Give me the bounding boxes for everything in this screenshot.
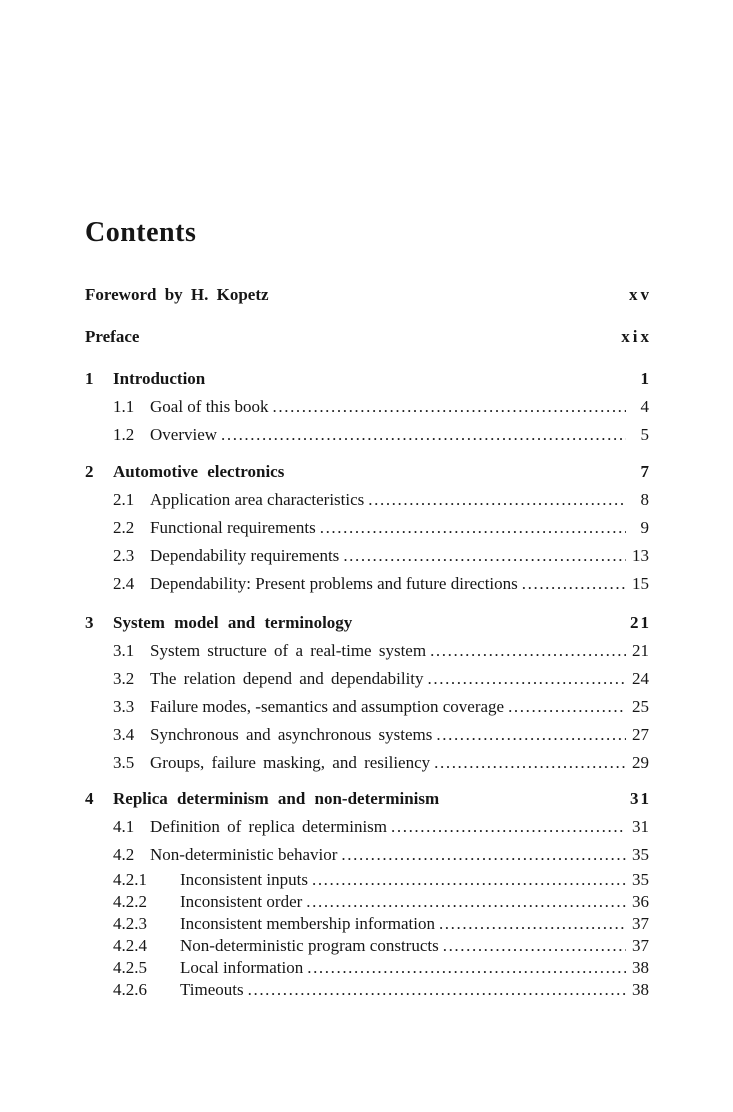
page-number: 35 (632, 870, 649, 889)
section-title: Non-deterministic program constructs (180, 936, 439, 955)
section-number: 3.4 (113, 725, 135, 744)
section-title: Application area characteristics (150, 490, 365, 509)
page-number: 13 (632, 546, 649, 565)
section-title: Dependability requirements (150, 546, 340, 565)
page-number: 29 (632, 753, 649, 772)
toc-section-row-2-4 (113, 570, 649, 598)
toc-section-row-1-1 (113, 393, 649, 421)
section-title: Timeouts (180, 980, 244, 999)
toc-front-row-preface (85, 323, 652, 351)
page-number: 1 (640, 369, 651, 388)
toc-section-row-3-1 (113, 637, 649, 665)
section-title: Inconsistent membership information (180, 914, 435, 933)
toc-section-row-3-3 (113, 693, 649, 721)
page-number: 15 (632, 574, 649, 593)
toc-front-row-foreword (85, 281, 652, 309)
dot-leader (273, 393, 626, 421)
dot-leader (306, 891, 626, 913)
toc-chapter-heading-4 (85, 785, 649, 813)
front-matter-label: Foreword by H. Kopetz (85, 285, 269, 304)
page-number: 7 (640, 462, 651, 481)
dot-leader (341, 841, 626, 869)
section-number: 4.2 (113, 845, 135, 864)
section-number: 4.2.4 (113, 936, 147, 955)
dot-leader (443, 935, 626, 957)
section-number: 2.1 (113, 490, 135, 509)
section-number: 4.2.3 (113, 914, 147, 933)
page-number: 35 (632, 845, 649, 864)
dot-leader (368, 486, 626, 514)
chapter-number: 3 (85, 613, 94, 632)
section-number: 3.5 (113, 753, 135, 772)
section-number: 4.1 (113, 817, 135, 836)
section-number: 4.2.2 (113, 892, 147, 911)
page-number: 4 (640, 397, 649, 416)
dot-leader (391, 813, 626, 841)
dot-leader (428, 665, 626, 693)
chapter-title: Introduction (113, 369, 206, 388)
page-number: 31 (630, 789, 651, 808)
dot-leader (508, 693, 626, 721)
section-title: Groups, failure masking, and resiliency (150, 753, 431, 772)
page-number: 8 (640, 490, 649, 509)
toc-subsection-row-4-2-2 (113, 891, 649, 913)
chapter-title: System model and terminology (113, 613, 353, 632)
chapter-number: 1 (85, 369, 94, 388)
chapter-number: 2 (85, 462, 94, 481)
toc-section-row-3-4 (113, 721, 649, 749)
page-number: 27 (632, 725, 649, 744)
toc-section-row-4-1 (113, 813, 649, 841)
section-title: Synchronous and asynchronous systems (150, 725, 433, 744)
toc-section-row-2-3 (113, 542, 649, 570)
page-number: 37 (632, 936, 649, 955)
toc-chapter-heading-3 (85, 609, 649, 637)
dot-leader (343, 542, 626, 570)
dot-leader (436, 721, 626, 749)
toc-subsection-row-4-2-4 (113, 935, 649, 957)
toc-section-row-2-2 (113, 514, 649, 542)
page-number: xv (629, 285, 652, 304)
section-title: Failure modes, -semantics and assumption coverage (150, 697, 505, 716)
section-number: 3.2 (113, 669, 135, 688)
page-number: xix (621, 327, 652, 346)
dot-leader (430, 637, 626, 665)
section-number: 2.3 (113, 546, 135, 565)
section-title: Inconsistent inputs (180, 870, 308, 889)
page-number: 25 (632, 697, 649, 716)
section-title: Local information (180, 958, 304, 977)
toc-section-row-2-1 (113, 486, 649, 514)
dot-leader (522, 570, 626, 598)
section-number: 3.1 (113, 641, 135, 660)
section-title: Inconsistent order (180, 892, 303, 911)
toc-subsection-row-4-2-6 (113, 979, 649, 1001)
section-number: 2.2 (113, 518, 135, 537)
section-number: 1.1 (113, 397, 135, 416)
section-title: Functional requirements (150, 518, 316, 537)
toc-section-row-3-2 (113, 665, 649, 693)
page-number: 21 (630, 613, 651, 632)
section-number: 4.2.5 (113, 958, 147, 977)
section-title: Goal of this book (150, 397, 269, 416)
page-number: 36 (632, 892, 649, 911)
section-title: Overview (150, 425, 218, 444)
section-title: Non-deterministic behavior (150, 845, 338, 864)
dot-leader (221, 421, 626, 449)
toc-section-row-1-2 (113, 421, 649, 449)
page-number: 31 (632, 817, 649, 836)
toc-section-row-4-2 (113, 841, 649, 869)
section-title: Dependability: Present problems and future directions (150, 574, 518, 593)
page-number: 21 (632, 641, 649, 660)
toc-section-row-3-5 (113, 749, 649, 777)
dot-leader (307, 957, 626, 979)
toc-chapter-heading-2 (85, 458, 649, 486)
dot-leader (320, 514, 626, 542)
section-number: 2.4 (113, 574, 135, 593)
chapter-title: Replica determinism and non-determinism (113, 789, 440, 808)
section-number: 4.2.6 (113, 980, 147, 999)
section-title: The relation depend and dependability (150, 669, 424, 688)
dot-leader (248, 979, 626, 1001)
page-title: Contents (85, 217, 197, 248)
page-number: 9 (640, 518, 649, 537)
toc-subsection-row-4-2-1 (113, 869, 649, 891)
section-title: Definition of replica determinism (150, 817, 388, 836)
dot-leader (439, 913, 626, 935)
page-number: 38 (632, 958, 649, 977)
toc-subsection-row-4-2-5 (113, 957, 649, 979)
dot-leader (434, 749, 626, 777)
dot-leader (312, 869, 626, 891)
section-title: System structure of a real-time system (150, 641, 427, 660)
front-matter-label: Preface (85, 327, 140, 346)
chapter-title: Automotive electronics (113, 462, 285, 481)
page-number: 5 (640, 425, 649, 444)
page-number: 38 (632, 980, 649, 999)
section-number: 4.2.1 (113, 870, 147, 889)
page-number: 37 (632, 914, 649, 933)
chapter-number: 4 (85, 789, 94, 808)
section-number: 1.2 (113, 425, 135, 444)
toc-chapter-heading-1 (85, 365, 649, 393)
toc-subsection-row-4-2-3 (113, 913, 649, 935)
page-number: 24 (632, 669, 649, 688)
section-number: 3.3 (113, 697, 135, 716)
